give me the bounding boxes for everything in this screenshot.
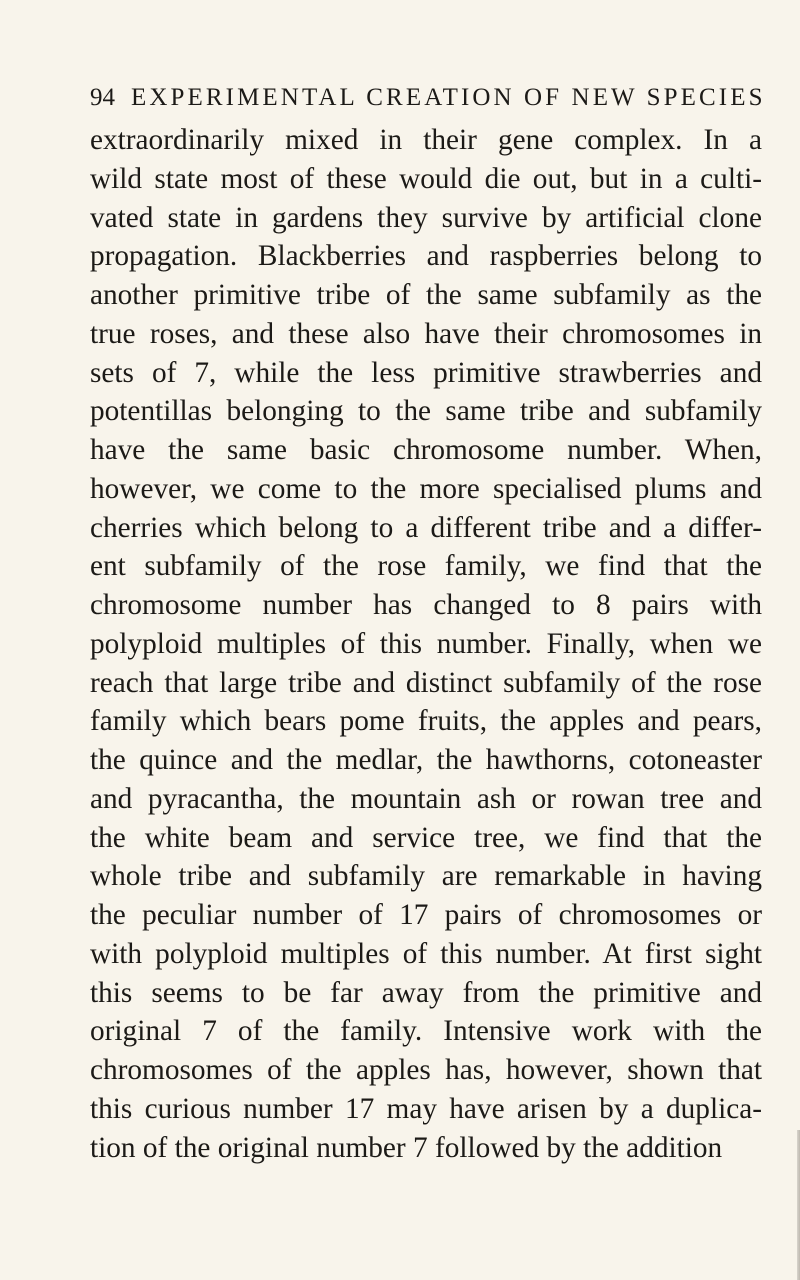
text-line-11: cherries which belong to a different tribe and a differ- <box>90 511 762 544</box>
text-line-2: wild state most of these would die out, but in a culti- <box>90 162 762 195</box>
text-line-10: however, we come to the more specialised plums and <box>90 472 762 505</box>
text-line-27: tion of the original number 7 followed by the addition <box>90 1131 723 1164</box>
text-line-4: propagation. Blackberries and raspberries belong to <box>90 240 762 273</box>
text-line-1: extraordinarily mixed in their gene complex. In a <box>90 124 762 156</box>
text-line-26: this curious number 17 may have arisen by a duplica- <box>90 1092 762 1125</box>
text-line-12: ent subfamily of the rose family, we find that the <box>90 550 762 583</box>
text-line-19: the white beam and service tree, we find that the <box>90 821 762 854</box>
text-line-18: and pyracantha, the mountain ash or rowan tree and <box>90 782 762 815</box>
text-line-15: reach that large tribe and distinct subfamily of the rose <box>90 666 762 699</box>
running-title: EXPERIMENTAL CREATION OF NEW SPECIES <box>131 84 766 111</box>
text-line-6: true roses, and these also have their chromosomes in <box>90 317 762 350</box>
text-line-24: original 7 of the family. Intensive work with the <box>90 1015 762 1048</box>
text-line-25: chromosomes of the apples has, however, shown that <box>90 1054 762 1086</box>
running-header <box>90 82 766 114</box>
body-text <box>90 121 762 1167</box>
text-line-5: another primitive tribe of the same subfamily as the <box>90 279 762 311</box>
text-line-20: whole tribe and subfamily are remarkable in having <box>90 860 762 893</box>
text-line-16: family which bears pome fruits, the apples and pears, <box>90 705 762 738</box>
text-line-3: vated state in gardens they survive by artificial clone <box>90 201 762 234</box>
page-number: 94 <box>90 84 115 111</box>
text-line-7: sets of 7, while the less primitive strawberries and <box>90 356 762 389</box>
text-line-22: with polyploid multiples of this number. At first sight <box>90 937 762 970</box>
text-line-23: this seems to be far away from the primitive and <box>90 976 762 1009</box>
text-line-17: the quince and the medlar, the hawthorns, cotoneaster <box>90 744 762 776</box>
text-line-9: have the same basic chromosome number. When, <box>90 434 762 466</box>
text-line-21: the peculiar number of 17 pairs of chromosomes or <box>90 899 762 931</box>
text-line-8: potentillas belonging to the same tribe and subfamily <box>90 395 762 428</box>
text-line-14: polyploid multiples of this number. Finally, when we <box>90 627 762 660</box>
text-line-13: chromosome number has changed to 8 pairs with <box>90 589 762 621</box>
